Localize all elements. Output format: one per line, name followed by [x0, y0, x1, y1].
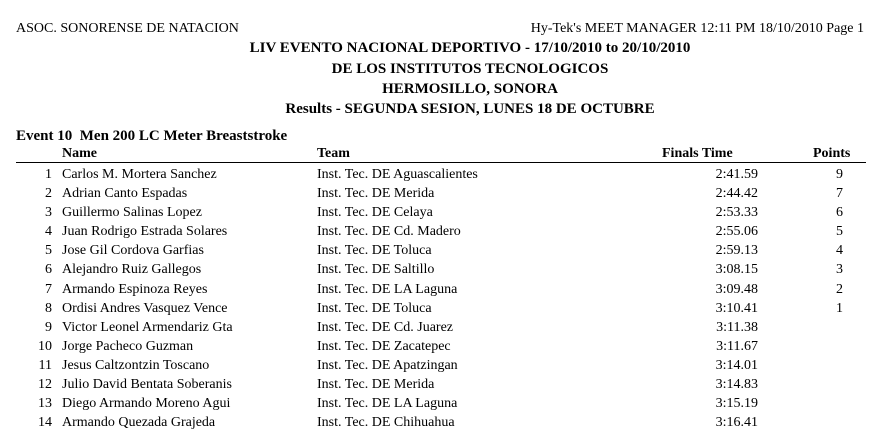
finals-time: 2:53.33 [715, 205, 758, 221]
result-row [16, 165, 866, 184]
points: 3 [836, 262, 843, 278]
finals-time: 3:11.67 [716, 338, 758, 354]
swimmer-name: Alejandro Ruiz Gallegos [62, 262, 202, 278]
points: 7 [836, 186, 843, 202]
session-title: Results - SEGUNDA SESION, LUNES 18 DE OCTUBRE [285, 101, 655, 117]
event-title: Event 10 Men 200 LC Meter Breaststroke [16, 128, 288, 144]
swimmer-name: Guillermo Salinas Lopez [62, 205, 202, 221]
team-name: Inst. Tec. DE Celaya [317, 205, 433, 221]
finals-time: 3:15.19 [715, 396, 758, 412]
swimmer-name: Jose Gil Cordova Garfias [62, 243, 204, 259]
finals-time: 3:08.15 [715, 262, 758, 278]
finals-time: 3:11.38 [716, 319, 758, 335]
results-column-header [16, 146, 866, 163]
points: 5 [836, 224, 843, 240]
team-name: Inst. Tec. DE LA Laguna [317, 281, 458, 297]
result-row [16, 203, 866, 222]
team-name: Inst. Tec. DE Apatzingan [317, 357, 458, 373]
finals-time: 2:55.06 [715, 224, 758, 240]
place: 9 [45, 319, 52, 335]
finals-time: 2:44.42 [715, 186, 758, 202]
meet-location: HERMOSILLO, SONORA [382, 81, 558, 97]
result-row [16, 413, 866, 432]
result-row [16, 184, 866, 203]
finals-time: 2:41.59 [715, 167, 758, 182]
swimmer-name: Armando Espinoza Reyes [62, 281, 208, 297]
results-table [16, 165, 866, 432]
result-row [16, 337, 866, 356]
finals-time: 3:14.01 [715, 357, 758, 373]
swimmer-name: Juan Rodrigo Estrada Solares [62, 224, 228, 240]
team-name: Inst. Tec. DE Toluca [317, 243, 432, 259]
place: 7 [45, 281, 52, 297]
meet-subtitle: DE LOS INSTITUTOS TECNOLOGICOS [331, 61, 609, 77]
meet-title: LIV EVENTO NACIONAL DEPORTIVO - 17/10/2010 to 20/10/2010 [249, 40, 691, 56]
finals-time: 2:59.13 [715, 243, 758, 259]
place: 2 [45, 186, 52, 202]
swimmer-name: Julio David Bentata Soberanis [62, 377, 232, 393]
swimmer-name: Jesus Caltzontzin Toscano [62, 357, 210, 373]
place: 14 [38, 415, 52, 431]
points: 1 [836, 300, 843, 316]
column-finals-time: Finals Time [662, 146, 733, 161]
result-row [16, 394, 866, 413]
swimmer-name: Carlos M. Mortera Sanchez [62, 167, 217, 182]
team-name: Inst. Tec. DE LA Laguna [317, 396, 458, 412]
result-row [16, 356, 866, 375]
place: 11 [38, 357, 52, 373]
finals-time: 3:10.41 [715, 300, 758, 316]
swimmer-name: Adrian Canto Espadas [62, 186, 188, 202]
place: 6 [45, 262, 52, 278]
team-name: Inst. Tec. DE Zacatepec [317, 338, 451, 354]
swimmer-name: Ordisi Andres Vasquez Vence [62, 300, 228, 316]
points: 4 [836, 243, 843, 259]
swimmer-name: Armando Quezada Grajeda [62, 415, 216, 431]
report-topline [16, 20, 864, 38]
place: 8 [45, 300, 52, 316]
points: 2 [836, 281, 843, 297]
place: 1 [45, 167, 52, 182]
team-name: Inst. Tec. DE Cd. Madero [317, 224, 461, 240]
column-name: Name [62, 146, 97, 161]
place: 5 [45, 243, 52, 259]
finals-time: 3:14.83 [715, 377, 758, 393]
team-name: Inst. Tec. DE Chihuahua [317, 415, 455, 431]
points: 9 [836, 167, 843, 182]
column-points: Points [813, 146, 851, 161]
team-name: Inst. Tec. DE Cd. Juarez [317, 319, 454, 335]
team-name: Inst. Tec. DE Toluca [317, 300, 432, 316]
place: 12 [38, 377, 52, 393]
finals-time: 3:16.41 [715, 415, 758, 431]
place: 10 [38, 338, 52, 354]
swimmer-name: Diego Armando Moreno Agui [62, 396, 231, 412]
result-row [16, 375, 866, 394]
finals-time: 3:09.48 [715, 281, 758, 297]
column-team: Team [317, 146, 350, 161]
place: 13 [38, 396, 52, 412]
result-row [16, 280, 866, 299]
place: 4 [45, 224, 52, 240]
swimmer-name: Jorge Pacheco Guzman [62, 338, 194, 354]
team-name: Inst. Tec. DE Merida [317, 377, 435, 393]
swimmer-name: Victor Leonel Armendariz Gta [62, 319, 233, 335]
result-row [16, 318, 866, 337]
team-name: Inst. Tec. DE Aguascalientes [317, 167, 478, 182]
result-row [16, 241, 866, 260]
place: 3 [45, 205, 52, 221]
result-row [16, 260, 866, 279]
organization-name: ASOC. SONORENSE DE NATACION [16, 21, 239, 36]
report-meta: Hy-Tek's MEET MANAGER 12:11 PM 18/10/2010 Page 1 [530, 21, 864, 36]
team-name: Inst. Tec. DE Merida [317, 186, 435, 202]
result-row [16, 222, 866, 241]
team-name: Inst. Tec. DE Saltillo [317, 262, 435, 278]
result-row [16, 299, 866, 318]
points: 6 [836, 205, 843, 221]
